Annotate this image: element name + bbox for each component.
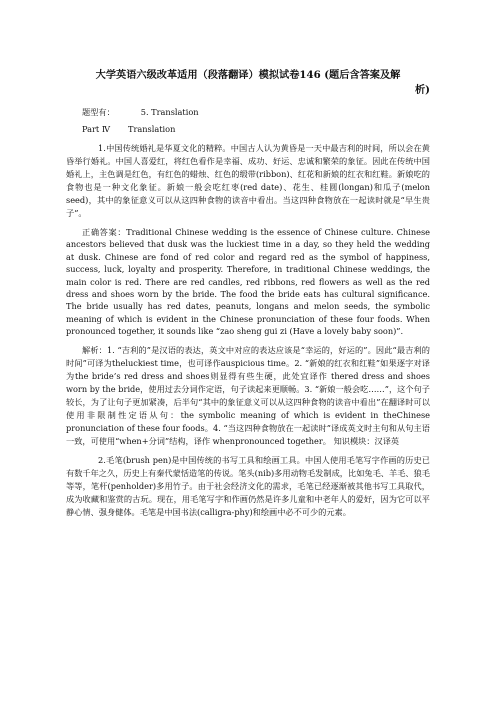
question-1-number: 1. bbox=[98, 143, 106, 153]
question-type-value: 5. Translation bbox=[140, 107, 199, 117]
part-label: Part Ⅳ bbox=[82, 124, 111, 134]
question-type-line bbox=[66, 106, 430, 119]
answer-1: 正确答案：Traditional Chinese wedding is the essence of Chinese culture. Chinese ancestors believed that dusk was the luckiest time in a day, so they held the wedding at dusk. Chinese are fond of red color and regard red as the symbol of happiness, success, luck, loyalty and prosperity. Therefore, in traditional Chinese weddings, the main color is red. There are red candles, red ribbons, red flowers as well as the red dress and shoes worn by the bride. The food the bride eats has cultural significance. The bride usually has red dates, peanuts, longans and melon seeds, the symbolic meaning of which is evident in the Chinese pronunciation of these four foods. When pronounced together, it sounds like “zao sheng gui zi (Have a lovely baby soon)”. bbox=[66, 227, 430, 337]
part-heading bbox=[66, 123, 430, 136]
title-line-1: 大学英语六级改革适用（段落翻译）模拟试卷146 (题后含答案及解 bbox=[95, 69, 401, 81]
title-line-2: 析) bbox=[414, 84, 430, 96]
question-1 bbox=[66, 142, 430, 220]
analysis-1: 解析：1. “吉利的”是汉语的表达，英文中对应的表达应该是“幸运的，好运的”。因此“最吉利的时间”可译为theluckiest time，也可译作auspicious time。2. “新娘的红衣和红鞋”如果逐字对译为the bride’s red dress and shoes则显得有些生硬，此处宜译作 thered dress and shoes worn by the bride，使用过去分词作定语，句子读起来更顺畅。3. “新娘一般会吃……”，这个句子较长，为了让句子更加紧凑，后半句“其中的象征意义可以从这四种食物的读音中看出”在翻译时可以使用非限制性定语从句：the symbolic meaning of which is evident in theChinese pronunciation of these four foods。4. “当这四种食物放在一起读时”译成英文时主句和从句主语一致，可使用“when+分词”结构，译作 whenpronounced together。 知识模块：汉译英 bbox=[66, 344, 430, 446]
part-value: Translation bbox=[128, 124, 176, 134]
question-type-label: 题型有： bbox=[82, 107, 115, 117]
question-2-text: 毛笔(brush pen)是中国传统的书写工具和绘画工具。中国人使用毛笔写字作画的历史已有数千年之久，历史上有秦代蒙恬造笔的传说。笔头(nib)多用动物毛发制成，比如兔毛、羊毛、狼毛等等，笔杆(penholder)多用竹子。由于社会经济文化的需求，毛笔已经逐渐被其他书写工具取代，成为收藏和鉴赏的古玩。现在，用毛笔写字和作画仍然是许多儿童和中老年人的爱好，因为它可以平静心情、强身健体。毛笔是中国书法(calligra-phy)和绘画中必不可少的元素。 bbox=[66, 454, 430, 517]
question-2-number: 2. bbox=[98, 454, 106, 465]
question-2 bbox=[66, 454, 430, 519]
question-1-text: 中国传统婚礼是华夏文化的精粹。中国古人认为黄昏是一天中最吉利的时间，所以会在黄昏举行婚礼。中国人喜爱红，将红色看作是幸福、成功、好运、忠诚和繁荣的象征。因此在传统中国婚礼上，主色调是红色，有红色的蜡烛、红色的缎带(ribbon)、红花和新娘的红衣和红鞋。新娘吃的食物也是一种文化象征。新娘一般会吃红枣(red date)、花生、桂圆(longan)和瓜子(melon seed)，其中的象征意义可以从这四种食物的读音中看出。当这四种食物放在一起读时就是“早生贵子”。 bbox=[66, 143, 430, 218]
document-title bbox=[66, 68, 430, 98]
